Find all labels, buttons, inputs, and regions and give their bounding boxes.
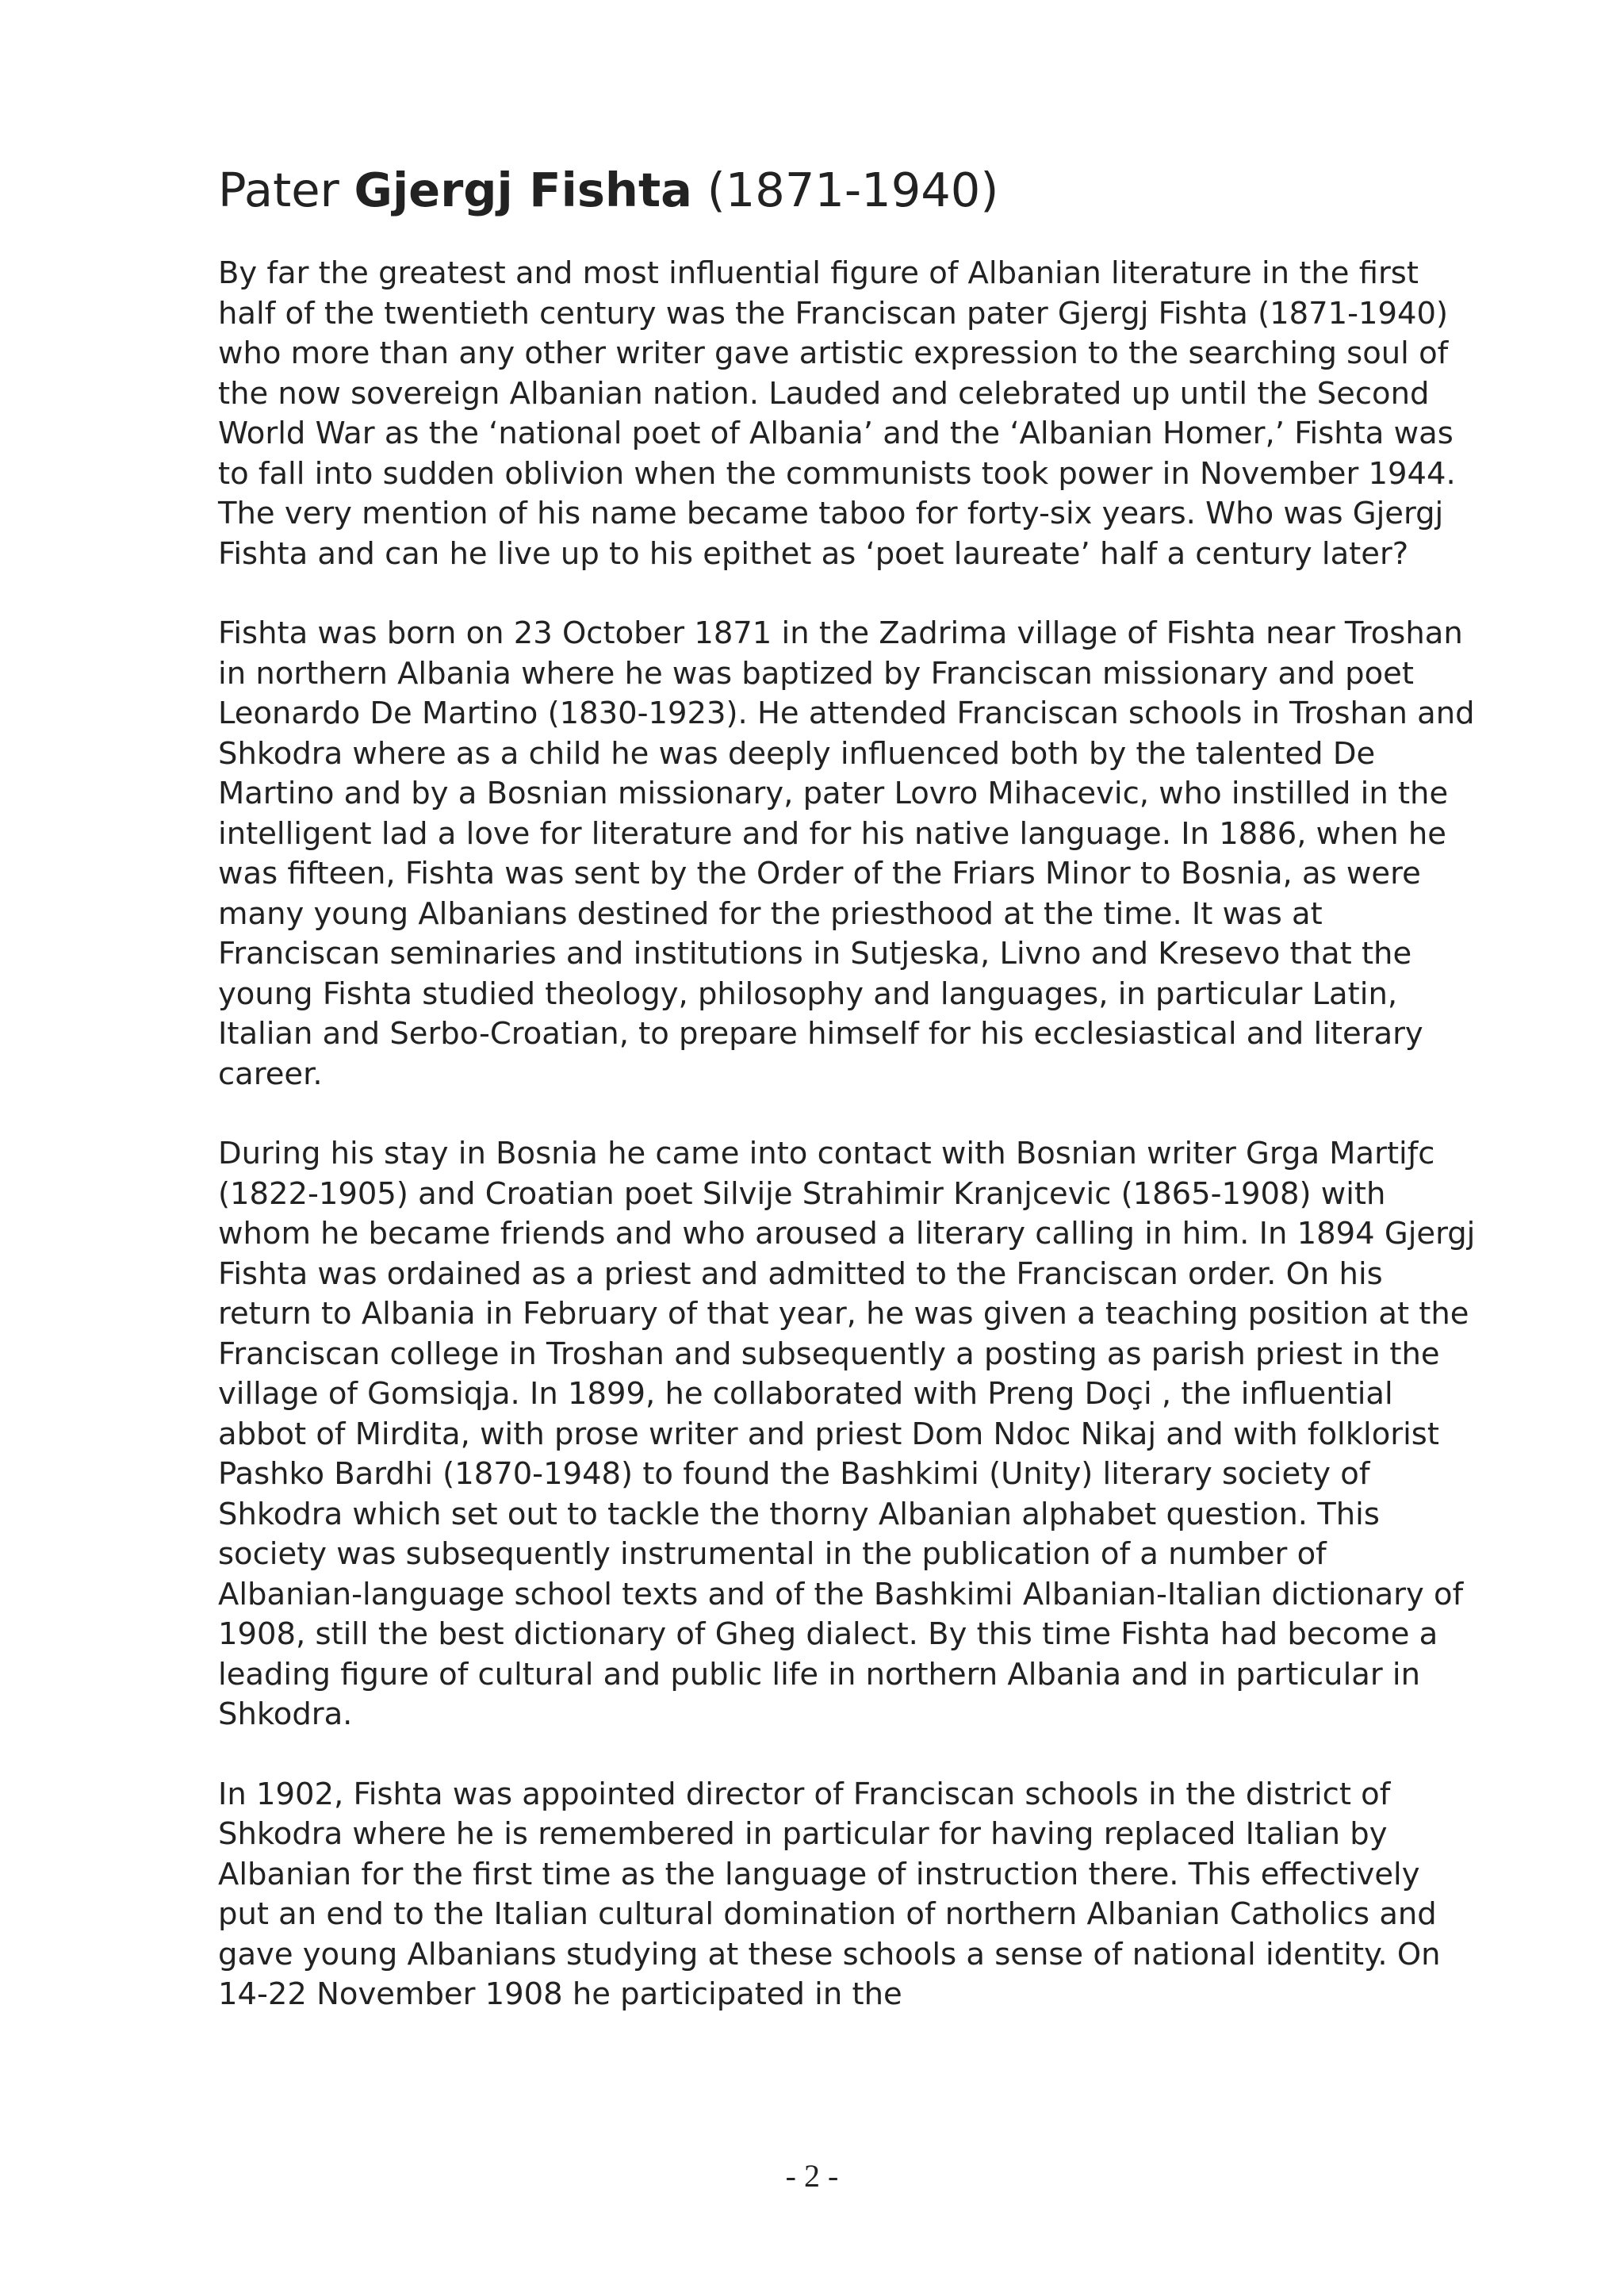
page-title — [218, 163, 1479, 218]
title-prefix: Pater — [218, 163, 354, 217]
document-page — [218, 163, 1479, 2055]
paragraph-2: Fishta was born on 23 October 1871 in the Zadrima village of Fishta near Troshan in northern Albania where he was baptized by Franciscan missionary and poet Leonardo De Martino (1830-1923). He attended Franciscan schools in Troshan and Shkodra where as a child he was deeply influenced both by the talented De Martino and by a Bosnian missionary, pater Lovro Mihacevic, who instilled in the intelligent lad a love for literature and for his native language. In 1886, when he was fifteen, Fishta was sent by the Order of the Friars Minor to Bosnia, as were many young Albanians destined for the priesthood at the time. It was at Franciscan seminaries and institutions in Sutjeska, Livno and Kresevo that the young Fishta studied theology, philosophy and languages, in particular Latin, Italian and Serbo-Croatian, to prepare himself for his ecclesiastical and literary career. — [218, 615, 1475, 1092]
title-suffix: (1871-1940) — [691, 163, 999, 217]
paragraph-4: In 1902, Fishta was appointed director of Franciscan schools in the district of Shkodra where he is remembered in particular for having replaced Italian by Albanian for the first time as the language of instruction there. This effectively put an end to the Italian cultural domination of northern Albanian Catholics and gave young Albanians studying at these schools a sense of national identity. On 14-22 November 1908 he participated in the — [218, 1776, 1441, 2012]
paragraph-1: By far the greatest and most influential figure of Albanian literature in the first half of the twentieth century was the Franciscan pater Gjergj Fishta (1871-1940) who more than any other writer gave artistic expression to the searching soul of the now sovereign Albanian nation. Lauded and celebrated up until the Second World War as the ‘national poet of Albania’ and the ‘Albanian Homer,’ Fishta was to fall into sudden oblivion when the communists took power in November 1944. The very mention of his name became taboo for forty-six years. Who was Gjergj Fishta and can he live up to his epithet as ‘poet laureate’ half a century later? — [218, 255, 1456, 572]
title-name: Gjergj Fishta — [354, 163, 692, 217]
page-number: - 2 - — [785, 2158, 839, 2194]
paragraph-3: During his stay in Bosnia he came into contact with Bosnian writer Grga Martiƒc (1822-1905) and Croatian poet Silvije Strahimir Kranjcevic (1865-1908) with whom he became friends and who aroused a literary calling in him. In 1894 Gjergj Fishta was ordained as a priest and admitted to the Franciscan order. On his return to Albania in February of that year, he was given a teaching position at the Franciscan college in Troshan and subsequently a posting as parish priest in the village of Gomsiqja. In 1899, he collaborated with Preng Doçi , the influential abbot of Mirdita, with prose writer and priest Dom Ndoc Nikaj and with folklorist Pashko Bardhi (1870-1948) to found the Bashkimi (Unity) literary society of Shkodra which set out to tackle the thorny Albanian alphabet question. This society was subsequently instrumental in the publication of a number of Albanian-language school texts and of the Bashkimi Albanian-Italian dictionary of 1908, still the best dictionary of Gheg dialect. By this time Fishta had become a leading figure of cultural and public life in northern Albania and in particular in Shkodra. — [218, 1136, 1476, 1732]
